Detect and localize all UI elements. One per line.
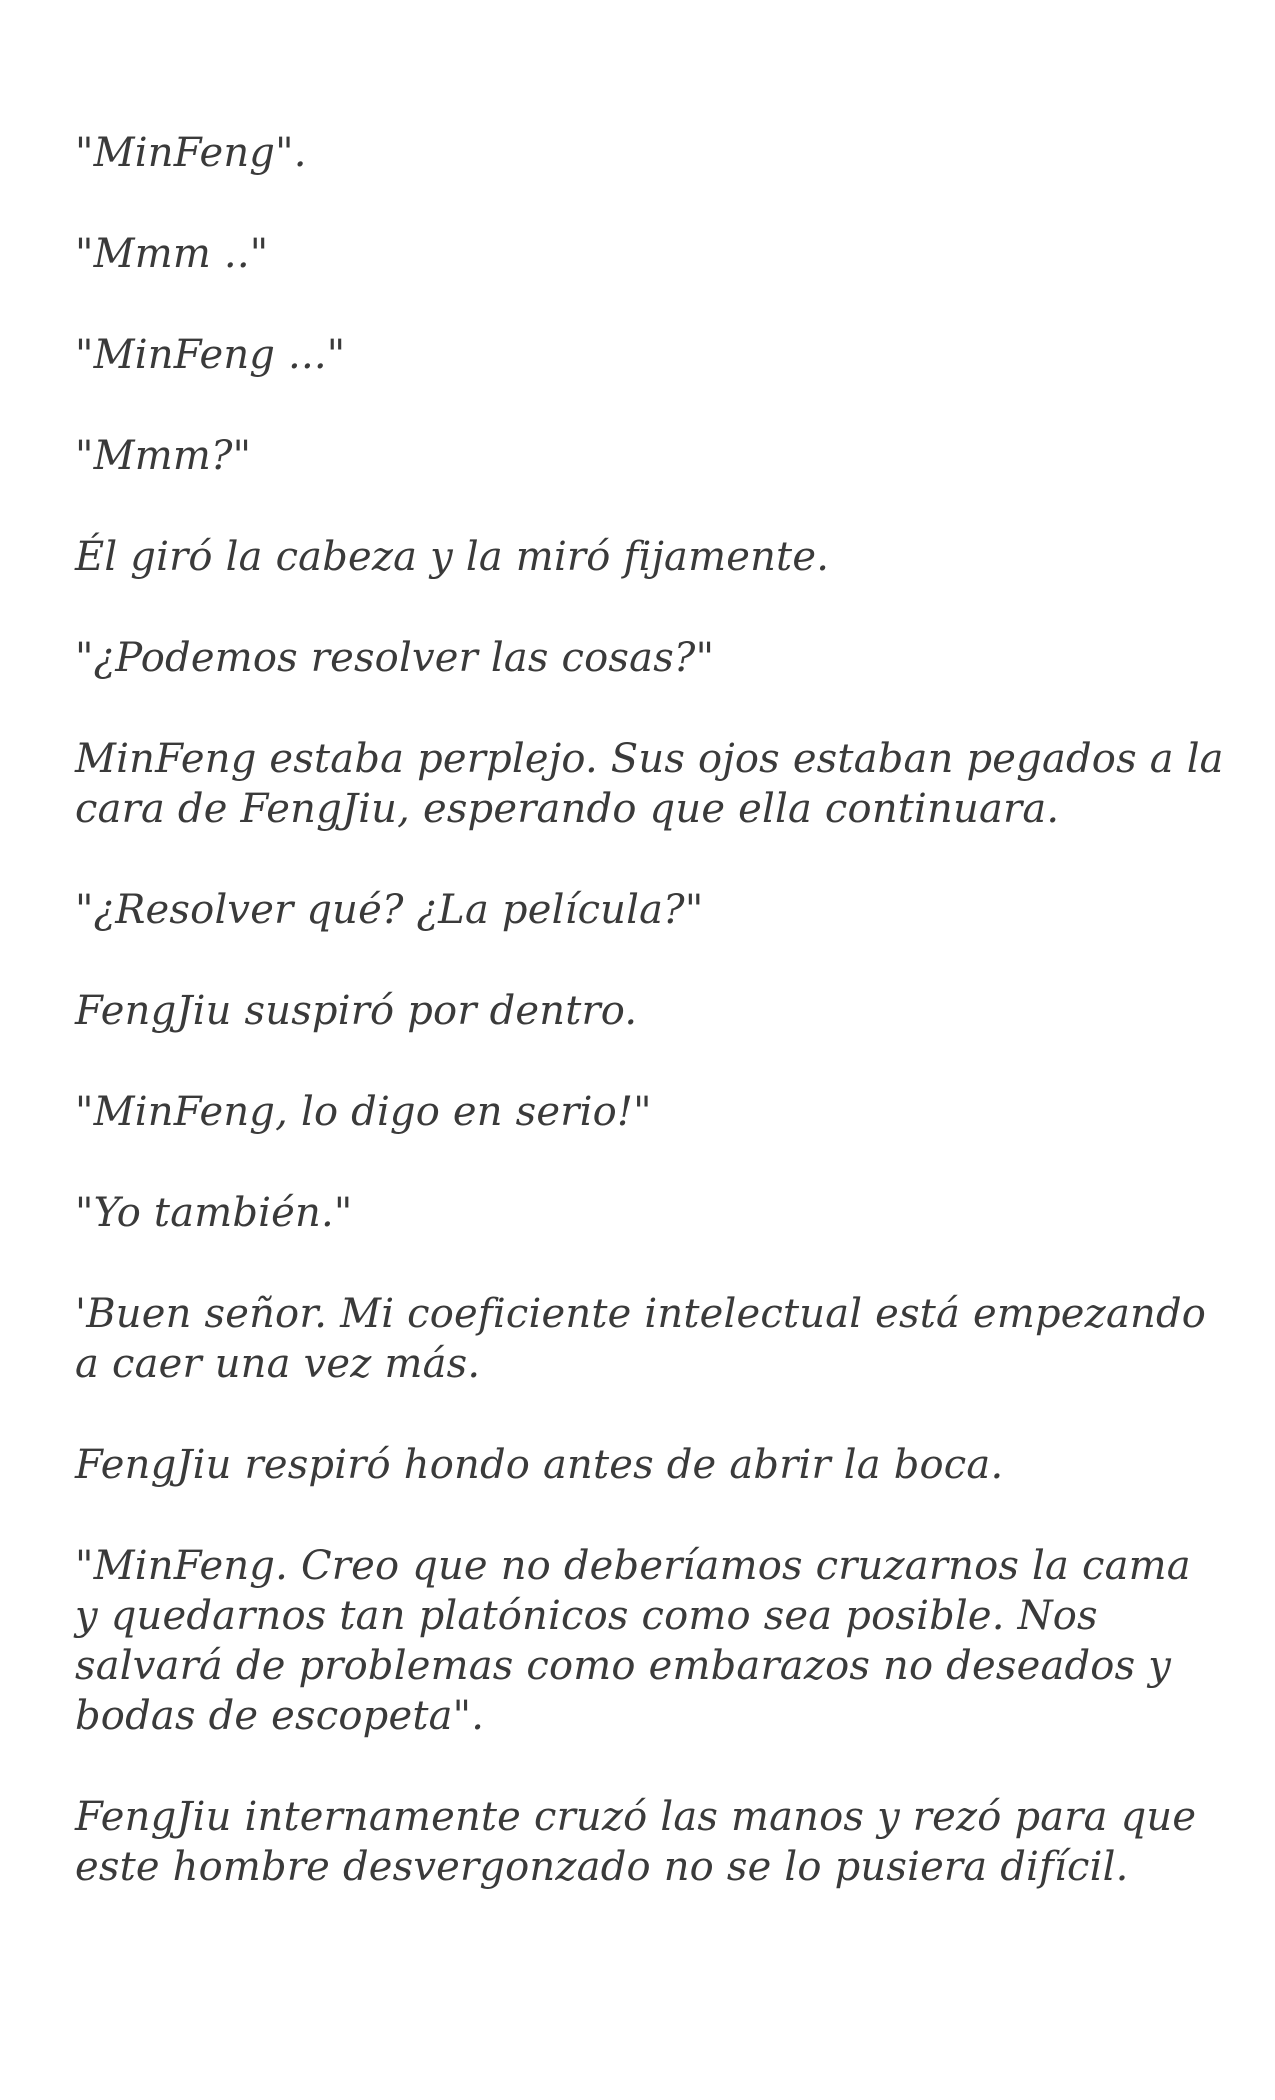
- paragraph: "¿Podemos resolver las cosas?": [75, 635, 715, 681]
- paragraph: MinFeng estaba perplejo. Sus ojos estaban pegados a la cara de FengJiu, esperando que ella continuara.: [75, 736, 1224, 832]
- paragraph: "Yo también.": [75, 1190, 353, 1236]
- paragraph: FengJiu respiró hondo antes de abrir la boca.: [75, 1442, 1004, 1488]
- paragraph: "MinFeng, lo digo en serio!": [75, 1089, 652, 1135]
- paragraph: FengJiu internamente cruzó las manos y rezó para que este hombre desvergonzado no se lo pusiera difícil.: [75, 1794, 1197, 1890]
- paragraph: "Mmm ..": [75, 231, 269, 277]
- paragraph: Él giró la cabeza y la miró fijamente.: [75, 534, 830, 580]
- paragraph: "MinFeng".: [75, 130, 307, 176]
- paragraph: "MinFeng ...": [75, 332, 346, 378]
- paragraph: "MinFeng. Creo que no deberíamos cruzarnos la cama y quedarnos tan platónicos como sea posible. Nos salvará de problemas como embarazos no deseados y bodas de escopeta".: [75, 1543, 1191, 1739]
- paragraph: FengJiu suspiró por dentro.: [75, 988, 638, 1034]
- paragraph: "¿Resolver qué? ¿La película?": [75, 887, 704, 933]
- paragraph: "Mmm?": [75, 433, 252, 479]
- paragraph: 'Buen señor. Mi coeficiente intelectual está empezando a caer una vez más.: [75, 1291, 1207, 1387]
- story-text: [75, 128, 1225, 1943]
